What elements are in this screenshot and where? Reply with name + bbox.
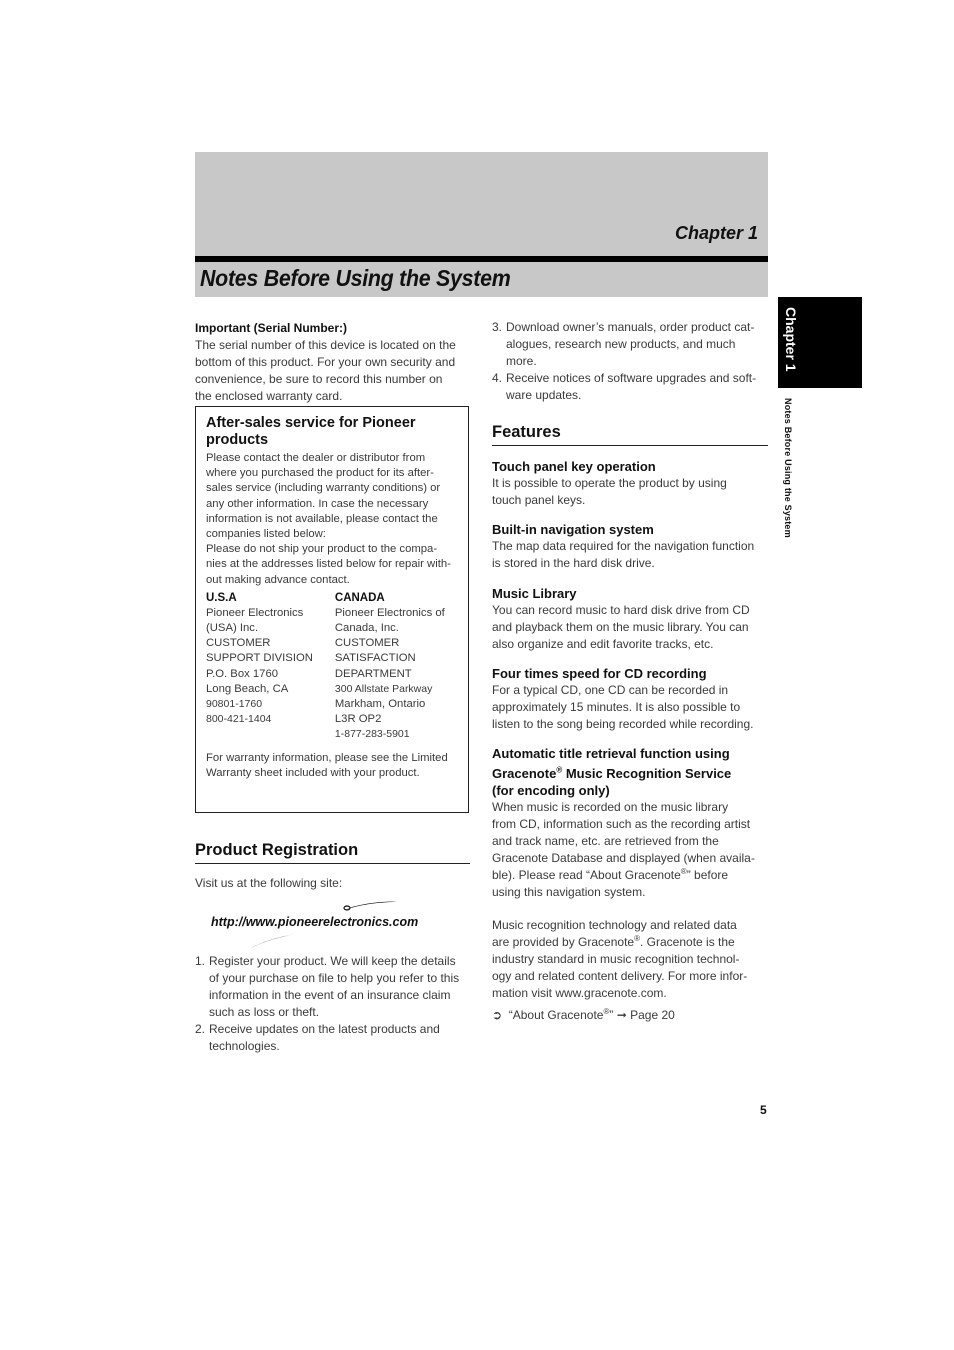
feature-line: The map data required for the navigation function (492, 539, 755, 553)
canada-line: L3R OP2 (334, 713, 382, 726)
box-line: sales service (including warranty conditions) or (206, 482, 441, 495)
registration-rule (195, 863, 470, 864)
registration-heading: Product Registration (195, 841, 359, 859)
feature-speed (492, 665, 770, 733)
usa-label: U.S.A (206, 591, 237, 604)
canada-line: Pioneer Electronics of (334, 606, 445, 619)
feature-line: You can record music to hard disk drive from CD (492, 603, 750, 617)
canada-phone: 1-877-283-5901 (334, 728, 410, 741)
feature-line: using this navigation system. (492, 885, 646, 899)
box-line: any other information. In case the necessary (206, 497, 429, 510)
usa-line: Pioneer Electronics (206, 606, 304, 619)
list-line: Register your product. We will keep the details (209, 954, 456, 968)
usa-line: 90801-1760 (206, 698, 263, 711)
box-heading (206, 415, 458, 449)
feature-heading: Music Library (492, 586, 577, 601)
features-rule (492, 445, 768, 446)
feature-line: When music is recorded on the music library (492, 800, 729, 814)
feature-line: listen to the song being recorded while recording. (492, 717, 754, 731)
usa-line: CUSTOMER (206, 637, 271, 650)
registered-mark: ® (634, 934, 640, 943)
page-title: Notes Before Using the System (200, 265, 511, 291)
feature-heading: Touch panel key operation (492, 459, 656, 474)
feature-touch (492, 458, 770, 509)
warranty-line: Warranty sheet included with your product. (206, 766, 420, 779)
serial-line: The serial number of this device is located on the (195, 338, 456, 352)
feature-line: from CD, information such as the recording artist (492, 817, 751, 831)
feature-heading (492, 765, 770, 782)
heading-part: Music Recognition Service (562, 766, 732, 781)
feature-auto-title (492, 745, 770, 901)
recog-line (492, 934, 770, 951)
box-line: out making advance contact. (206, 573, 350, 586)
list-number: 3. (492, 320, 503, 334)
serial-line: bottom of this product. For your own security and (195, 355, 456, 369)
usa-line: SUPPORT DIVISION (206, 652, 313, 665)
list-item (195, 1021, 470, 1055)
chapter-label: Chapter 1 (674, 223, 758, 243)
list-item (195, 953, 470, 1021)
page-number: 5 (760, 1103, 767, 1117)
canada-line: Canada, Inc. (334, 622, 399, 635)
canada-label: CANADA (334, 591, 385, 604)
visit-line: Visit us at the following site: (195, 876, 343, 890)
feature-line: For a typical CD, one CD can be recorded in (492, 683, 729, 697)
feature-heading: (for encoding only) (492, 783, 610, 798)
registered-mark: ® (556, 765, 563, 775)
canada-line: 300 Allstate Parkway (334, 682, 433, 695)
feature-nav (492, 521, 770, 572)
canada-line: Markham, Ontario (334, 698, 426, 711)
box-heading-line: After-sales service for Pioneer (206, 415, 416, 431)
recog-line: industry standard in music recognition technol- (492, 952, 740, 966)
reference-text: “About Gracenote (508, 1008, 604, 1022)
side-section-title: Notes Before Using the System (783, 398, 793, 538)
feature-line: also organize and edit favorite tracks, etc. (492, 637, 714, 651)
usa-address (206, 591, 335, 743)
line-part: . Gracenote is the (640, 935, 735, 949)
registered-mark: ® (603, 1007, 610, 1016)
list-line: such as loss or theft. (209, 1005, 320, 1019)
registration-list (195, 953, 470, 1055)
reference-line (492, 1007, 770, 1024)
recog-line: Music recognition technology and related data (492, 918, 737, 932)
warranty-line: For warranty information, please see the Limited (206, 751, 448, 764)
feature-line: touch panel keys. (492, 493, 586, 507)
feature-line: is stored in the hard disk drive. (492, 556, 655, 570)
recog-line: ogy and related content delivery. For more infor- (492, 969, 748, 983)
heading-part: Gracenote (492, 766, 557, 781)
box-line: Please do not ship your product to the compa- (206, 543, 438, 556)
serial-line: the enclosed warranty card. (195, 389, 343, 403)
list-line: of your purchase on file to help you refer to this (209, 971, 460, 985)
list-line: Receive notices of software upgrades and soft- (506, 371, 757, 385)
box-line: companies listed below: (206, 528, 326, 541)
serial-line: convenience, be sure to record this number on (195, 372, 443, 386)
feature-line: It is possible to operate the product by using (492, 476, 727, 490)
box-line: nies at the addresses listed below for repair with- (206, 558, 451, 571)
serial-heading: Important (Serial Number:) (195, 321, 348, 335)
reference-arrow-icon: ➲ (492, 1008, 503, 1022)
after-sales-box (195, 406, 469, 813)
feature-line: approximately 15 minutes. It is also possible to (492, 700, 741, 714)
list-item (492, 319, 770, 370)
recog-line: mation visit www.gracenote.com. (492, 986, 667, 1000)
canada-line: CUSTOMER (334, 637, 400, 650)
features-heading: Features (492, 423, 561, 441)
list-line: ware updates. (506, 388, 582, 402)
feature-heading: Automatic title retrieval function using (492, 746, 730, 761)
pioneer-url-link[interactable]: http://www.pioneerelectronics.com (211, 915, 419, 929)
usa-line: P.O. Box 1760 (206, 667, 279, 680)
recognition-paragraph (492, 917, 770, 1002)
usa-phone: 800-421-1404 (206, 713, 272, 726)
address-table (206, 591, 458, 743)
usa-line: (USA) Inc. (206, 622, 259, 635)
line-part: are provided by Gracenote (492, 935, 635, 949)
registration-list-continued (492, 319, 770, 404)
side-tab-label: Chapter 1 (783, 307, 799, 372)
features-header (492, 422, 768, 446)
feature-line: and playback them on the music library. You can (492, 620, 749, 634)
feature-heading: Built-in navigation system (492, 522, 654, 537)
list-number: 1. (195, 954, 206, 968)
feature-line: and track name, etc. are retrieved from the (492, 834, 719, 848)
cross-reference[interactable] (492, 1007, 770, 1024)
list-line: more. (506, 354, 537, 368)
list-number: 2. (195, 1022, 206, 1036)
usa-line: Long Beach, CA (206, 682, 289, 695)
list-line: Receive updates on the latest products and (209, 1022, 440, 1036)
feature-line (492, 867, 770, 884)
visit-text (195, 875, 470, 892)
list-line: technologies. (209, 1039, 280, 1053)
feature-music (492, 585, 770, 653)
box-line: where you purchased the product for its after- (206, 467, 434, 480)
list-item (492, 370, 770, 404)
list-line: alogues, research new products, and much (506, 337, 736, 351)
serial-note (195, 320, 470, 405)
list-line: Download owner’s manuals, order product cat- (506, 320, 755, 334)
registered-mark: ® (680, 867, 687, 876)
box-heading-line: products (206, 432, 269, 448)
box-line: Please contact the dealer or distributor from (206, 452, 426, 464)
registration-section (195, 840, 470, 864)
feature-line: Gracenote Database and displayed (when availa- (492, 851, 755, 865)
reference-text: ” ➞ Page 20 (609, 1008, 675, 1022)
line-part: ” before (686, 868, 729, 882)
box-line: information is not available, please contact the (206, 512, 438, 525)
feature-heading: Four times speed for CD recording (492, 666, 707, 681)
line-part: ble). Please read “About Gracenote (492, 868, 681, 882)
list-line: information in the event of an insurance claim (209, 988, 451, 1002)
list-number: 4. (492, 371, 503, 385)
canada-line: DEPARTMENT (334, 667, 412, 680)
canada-line: SATISFACTION (334, 652, 416, 665)
canada-address (335, 591, 458, 743)
